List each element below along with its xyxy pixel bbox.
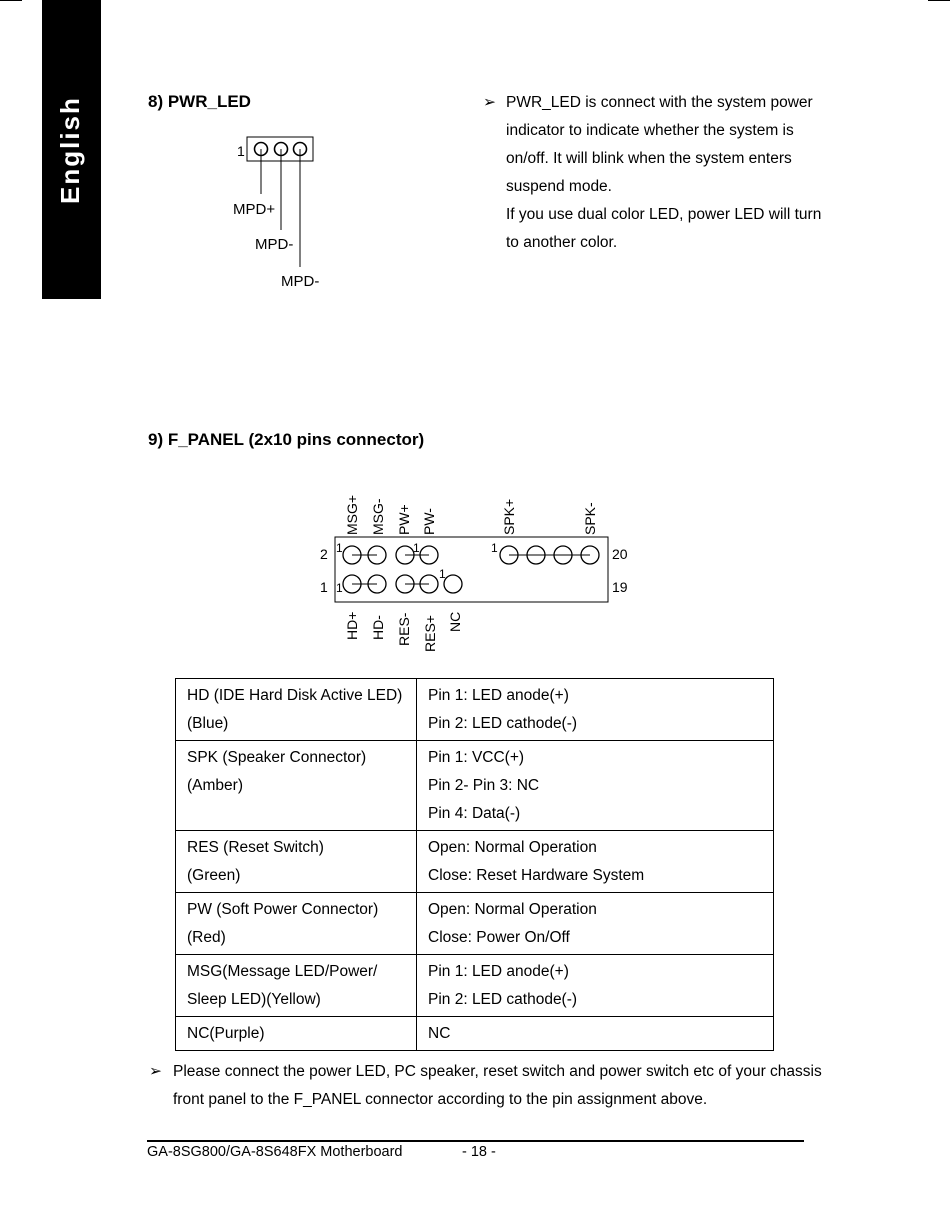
pwr-led-label-mpd-minus: MPD- (255, 236, 294, 253)
label-res-minus: RES- (396, 612, 412, 646)
label-nc: NC (447, 611, 463, 632)
language-label (55, 164, 75, 204)
pin-name-cell: MSG(Message LED/Power/ Sleep LED)(Yellow) (176, 955, 417, 1017)
label-hd-minus: HD- (370, 615, 386, 640)
pwr-led-header-box (247, 137, 313, 161)
crop-mark-left (0, 0, 22, 1)
description-line: indicator to indicate whether the system is (506, 122, 794, 139)
note-line: front panel to the F_PANEL connector according to the pin assignment above. (173, 1091, 708, 1108)
description-line: on/off. It will blink when the system enters (506, 150, 792, 167)
pin-name-cell: HD (IDE Hard Disk Active LED) (Blue) (176, 679, 417, 741)
pin-desc-cell: Pin 1: LED anode(+) Pin 2: LED cathode(-) (417, 679, 774, 741)
label-spk-plus: SPK+ (501, 498, 517, 535)
f-panel-pin-table (175, 678, 774, 1051)
table-row (176, 893, 774, 955)
description-line: to another color. (506, 234, 618, 251)
pwr-led-pin1-marker: 1 (237, 143, 245, 159)
label-msg-minus: MSG- (370, 498, 386, 535)
pwr-led-label-mpd-minus: MPD- (281, 273, 320, 290)
pin1-marker-res: 1 (439, 567, 446, 581)
description-line: suspend mode. (506, 178, 612, 195)
footer-rule (147, 1140, 804, 1142)
row-number-bottom-right: 19 (612, 579, 628, 595)
table-row (176, 741, 774, 831)
pin-desc-cell: Pin 1: LED anode(+) Pin 2: LED cathode(-) (417, 955, 774, 1017)
label-pw-minus: PW- (421, 508, 437, 535)
bullet-arrow-icon: ➢ (483, 94, 496, 111)
row-number-top-right: 20 (612, 546, 628, 562)
pwr-led-description (483, 89, 823, 257)
pin-name-cell: NC(Purple) (176, 1017, 417, 1051)
label-spk-minus: SPK- (582, 502, 598, 535)
label-hd-plus: HD+ (344, 611, 360, 640)
description-line: PWR_LED is connect with the system power (506, 94, 813, 111)
label-msg-plus: MSG+ (344, 494, 360, 535)
f-panel-note (149, 1058, 829, 1114)
crop-mark-right (928, 0, 950, 1)
pin1-marker-hd: 1 (336, 581, 343, 595)
pin-name-cell: PW (Soft Power Connector) (Red) (176, 893, 417, 955)
row-number-bottom-left: 1 (320, 579, 328, 595)
row-number-top-left: 2 (320, 546, 328, 562)
pin-desc-cell: Open: Normal Operation Close: Power On/Off (417, 893, 774, 955)
label-res-plus: RES+ (422, 615, 438, 652)
section-8-heading: 8) PWR_LED (148, 92, 251, 111)
table-row (176, 1017, 774, 1051)
description-line: If you use dual color LED, power LED will turn (506, 206, 822, 223)
table-row (176, 679, 774, 741)
pwr-led-diagram (225, 130, 345, 295)
pin-desc-cell: Open: Normal Operation Close: Reset Hardware System (417, 831, 774, 893)
pin-desc-cell: NC (417, 1017, 774, 1051)
bullet-arrow-icon: ➢ (149, 1063, 162, 1080)
section-9-heading: 9) F_PANEL (2x10 pins connector) (148, 430, 425, 449)
pin1-marker-msg: 1 (336, 541, 343, 555)
note-line: Please connect the power LED, PC speaker, reset switch and power switch etc of your chassis (173, 1063, 822, 1080)
page-number: - 18 - (462, 1144, 496, 1160)
table-row (176, 831, 774, 893)
pin1-marker-spk: 1 (491, 541, 498, 555)
pin1-marker-pw: 1 (413, 541, 420, 555)
footer-model: GA-8SG800/GA-8S648FX Motherboard (147, 1144, 403, 1160)
pin-desc-cell: Pin 1: VCC(+) Pin 2- Pin 3: NC Pin 4: Data(-) (417, 741, 774, 831)
pwr-led-label-mpd-plus: MPD+ (233, 201, 276, 218)
pin-name-cell: SPK (Speaker Connector) (Amber) (176, 741, 417, 831)
pin-name-cell: RES (Reset Switch) (Green) (176, 831, 417, 893)
f-panel-pin (444, 575, 462, 593)
label-pw-plus: PW+ (396, 504, 412, 535)
table-row (176, 955, 774, 1017)
f-panel-diagram (310, 480, 650, 665)
